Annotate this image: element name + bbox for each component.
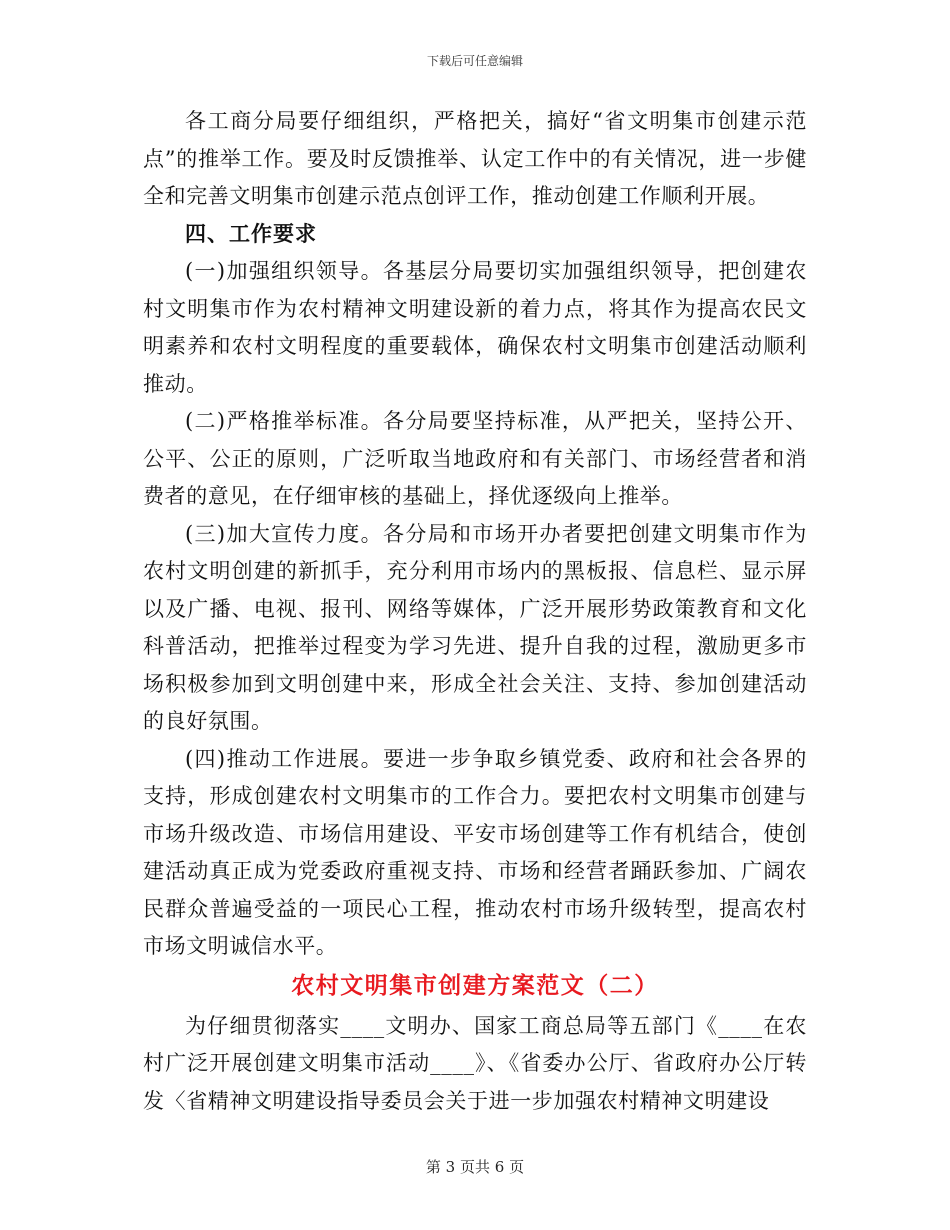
document-title-red: 农村文明集市创建方案范文（二） [291, 972, 659, 999]
requirement-paragraph-2: (二)严格推举标准。各分局要坚持标准，从严把关，坚持公开、公平、公正的原则，广泛听取当地政府和有关部门、市场经营者和消费者的意见，在仔细审核的基础上，择优逐级向上推举。 [143, 409, 807, 508]
section-heading: 四、工作要求 [185, 221, 317, 246]
document-body [143, 103, 807, 1120]
requirement-paragraph-4: (四)推动工作进展。要进一步争取乡镇党委、政府和社会各界的支持，形成创建农村文明集市的工作合力。要把农村文明集市创建与市场升级改造、市场信用建设、平安市场创建等工作有机结合，使创建活动真正成为党委政府重视支持、市场和经营者踊跃参加、广阔农民群众普遍受益的一项民心工程，推动农村市场升级转型，提高农村市场文明诚信水平。 [143, 746, 807, 958]
header-note: 下载后可任意编辑 [426, 54, 523, 68]
paragraph-intro: 各工商分局要仔细组织，严格把关，搞好“省文明集市创建示范点”的推举工作。要及时反馈推举、认定工作中的有关情况，进一步健全和完善文明集市创建示范点创评工作，推动创建工作顺利开展。 [143, 109, 807, 208]
page-number-footer: 第 3 页共 6 页 [425, 1158, 525, 1176]
requirement-paragraph-3: (三)加大宣传力度。各分局和市场开办者要把创建文明集市作为农村文明创建的新抓手，充分利用市场内的黑板报、信息栏、显示屏以及广播、电视、报刊、网络等媒体，广泛开展形势政策教育和文化科普活动，把推举过程变为学习先进、提升自我的过程，激励更多市场积极参加到文明创建中来，形成全社会关注、支持、参加创建活动的良好氛围。 [143, 521, 807, 733]
paragraph-after-title: 为仔细贯彻落实____文明办、国家工商总局等五部门《____在农村广泛开展创建文明集市活动____》、《省委办公厅、省政府办公厅转发〈省精神文明建设指导委员会关于进一步加强农村精神文明建设 [143, 1013, 807, 1113]
requirement-paragraph-1: (一)加强组织领导。各基层分局要切实加强组织领导，把创建农村文明集市作为农村精神文明建设新的着力点，将其作为提高农民文明素养和农村文明程度的重要载体，确保农村文明集市创建活动顺利推动。 [143, 259, 807, 396]
